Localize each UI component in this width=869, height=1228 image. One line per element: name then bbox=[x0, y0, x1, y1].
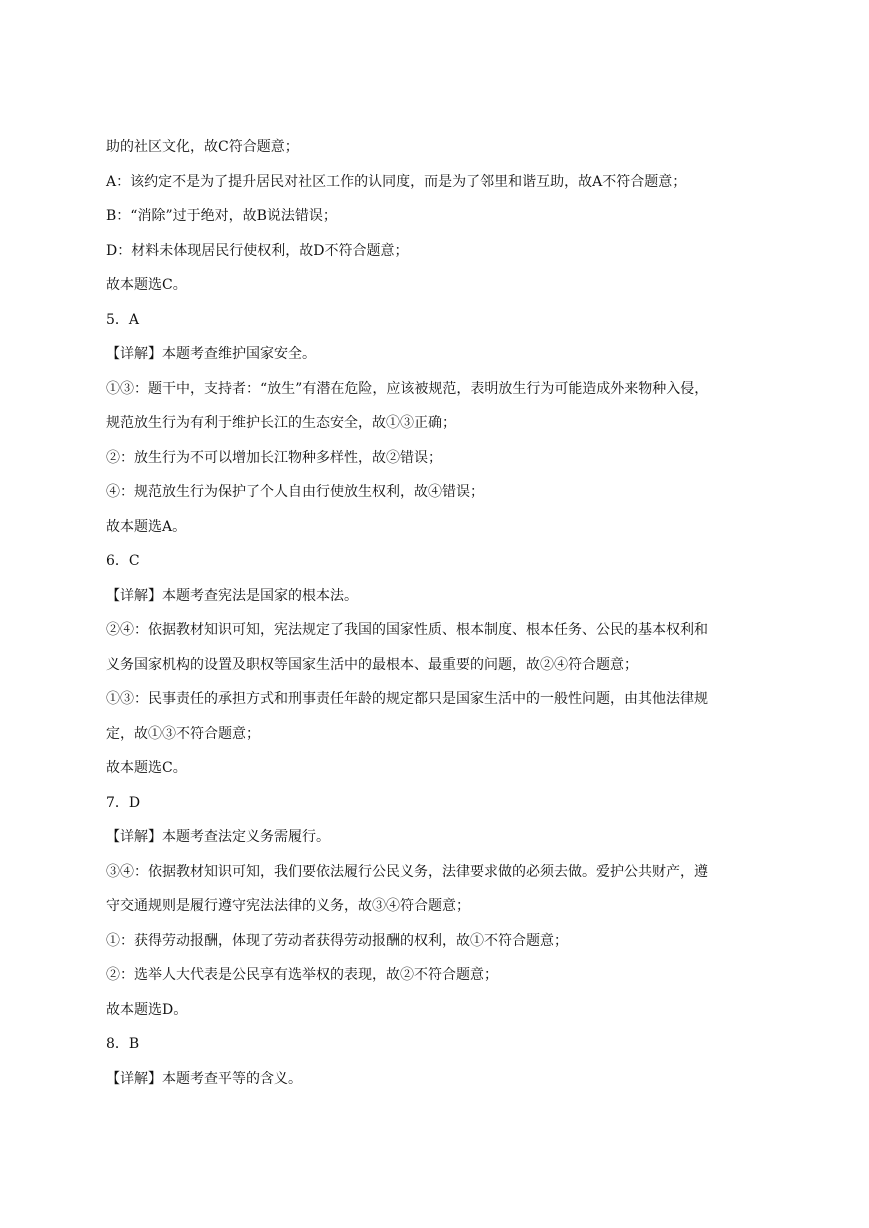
question-number: 8．B bbox=[106, 1036, 140, 1052]
explanation-heading: 【详解】本题考查平等的含义。 bbox=[106, 1071, 302, 1087]
text-line: ②：放生行为不可以增加长江物种多样性，故②错误； bbox=[106, 450, 442, 466]
text-line: ④：规范放生行为保护了个人自由行使放生权利，故④错误； bbox=[106, 484, 484, 500]
question-number: 7．D bbox=[106, 795, 141, 811]
text-line: 故本题选C。 bbox=[106, 277, 187, 293]
text-line: D：材料未体现居民行使权利，故D不符合题意； bbox=[106, 243, 409, 259]
explanation-heading: 【详解】本题考查维护国家安全。 bbox=[106, 346, 316, 362]
text-line: ③④：依据教材知识可知，我们要依法履行公民义务，法律要求做的必须去做。爱护公共财产，遵 bbox=[106, 864, 708, 880]
text-line: 故本题选D。 bbox=[106, 1002, 188, 1018]
text-line: 故本题选C。 bbox=[106, 760, 187, 776]
text-line: ①③：民事责任的承担方式和刑事责任年龄的规定都只是国家生活中的一般性问题，由其他法律规 bbox=[106, 691, 708, 707]
text-line: 定，故①③不符合题意； bbox=[106, 726, 260, 742]
explanation-heading: 【详解】本题考查法定义务需履行。 bbox=[106, 829, 330, 845]
question-number: 5．A bbox=[106, 312, 140, 328]
text-line: B：“消除”过于绝对，故B说法错误； bbox=[106, 208, 337, 224]
text-line: 规范放生行为有利于维护长江的生态安全，故①③正确； bbox=[106, 415, 456, 431]
text-line: 守交通规则是履行遵守宪法法律的义务，故③④符合题意； bbox=[106, 898, 470, 914]
text-line: 义务国家机构的设置及职权等国家生活中的最根本、最重要的问题，故②④符合题意； bbox=[106, 657, 638, 673]
text-line: 助的社区文化，故C符合题意； bbox=[106, 139, 299, 155]
text-line: ①：获得劳动报酬，体现了劳动者获得劳动报酬的权利，故①不符合题意； bbox=[106, 933, 568, 949]
text-line: ②：选举人大代表是公民享有选举权的表现，故②不符合题意； bbox=[106, 967, 498, 983]
text-line: ①③：题干中，支持者：“放生”有潜在危险，应该被规范，表明放生行为可能造成外来物种入侵， bbox=[106, 381, 709, 397]
text-line: 故本题选A。 bbox=[106, 519, 187, 535]
explanation-heading: 【详解】本题考查宪法是国家的根本法。 bbox=[106, 588, 358, 604]
question-number: 6．C bbox=[106, 553, 140, 569]
text-line: ②④：依据教材知识可知，宪法规定了我国的国家性质、根本制度、根本任务、公民的基本权利和 bbox=[106, 622, 708, 638]
text-line: A：该约定不是为了提升居民对社区工作的认同度，而是为了邻里和谐互助，故A不符合题意； bbox=[106, 174, 687, 190]
